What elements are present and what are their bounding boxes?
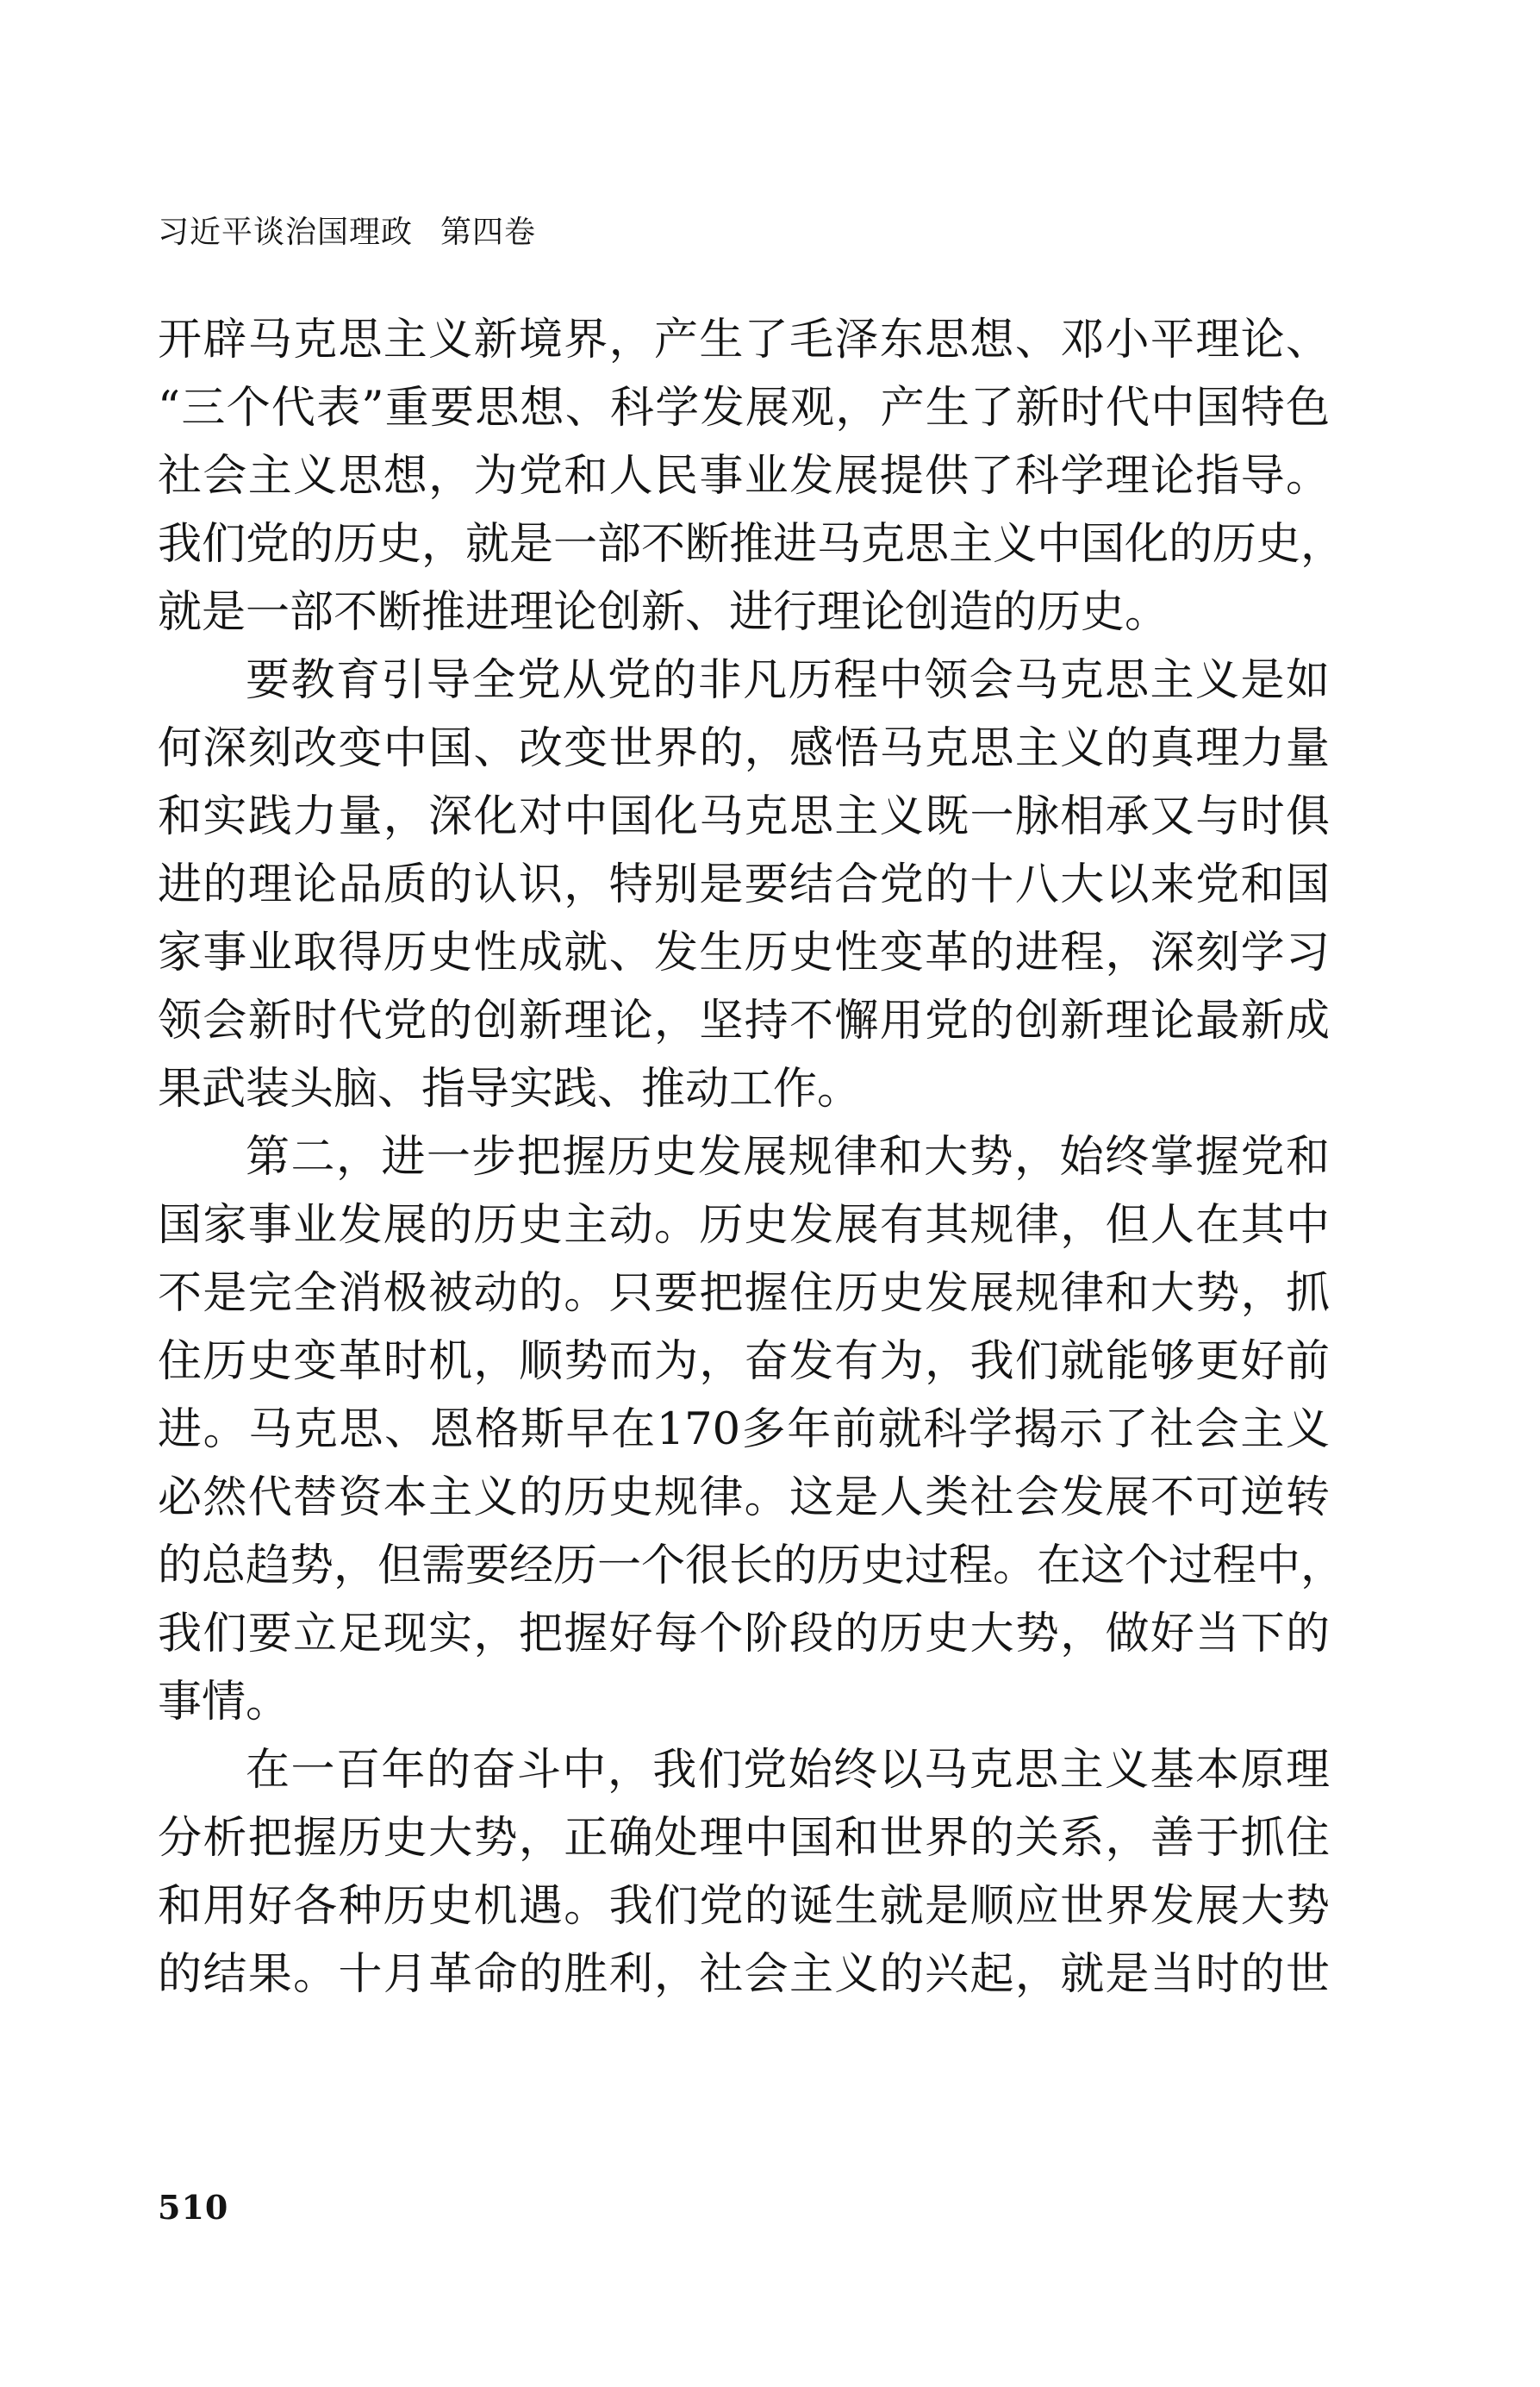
paragraph-start-line: 要教育引导全党从党的非凡历程中领会马克思主义是如 [246,655,1330,706]
text-line: 和用好各种历史机遇。我们党的诞生就是顺应世界发展大势 [158,1881,1330,1932]
text-line: 就是一部不断推进理论创新、进行理论创造的历史。 [158,587,1169,638]
book-title: 习近平谈治国理政 [158,215,414,250]
paragraph-start-line: 第二，进一步把握历史发展规律和大势，始终掌握党和 [246,1132,1330,1183]
text-line: 的总趋势，但需要经历一个很长的历史过程。在这个过程中， [158,1540,1345,1591]
text-line: 我们要立足现实，把握好每个阶段的历史大势，做好当下的 [158,1609,1330,1659]
page-number: 510 [158,2188,229,2227]
text-line: 的结果。十月革命的胜利，社会主义的兴起，就是当时的世 [158,1949,1330,2000]
text-line: 和实践力量，深化对中国化马克思主义既一脉相承又与时俱 [158,791,1330,842]
text-line: 家事业取得历史性成就、发生历史性变革的进程，深刻学习 [158,928,1330,978]
text-line: 必然代替资本主义的历史规律。这是人类社会发展不可逆转 [158,1472,1330,1523]
paragraph-start-line: 在一百年的奋斗中，我们党始终以马克思主义基本原理 [246,1745,1330,1796]
text-line: 住历史变革时机，顺势而为，奋发有为，我们就能够更好前 [158,1336,1330,1387]
text-line: 何深刻改变中国、改变世界的，感悟马克思主义的真理力量 [158,723,1330,774]
text-line: 进的理论品质的认识，特别是要结合党的十八大以来党和国 [158,859,1330,910]
text-line: 领会新时代党的创新理论，坚持不懈用党的创新理论最新成 [158,996,1330,1047]
text-line: 果武装头脑、指导实践、推动工作。 [158,1064,862,1115]
text-line: “三个代表”重要思想、科学发展观，产生了新时代中国特色 [158,383,1330,434]
text-line: 分析把握历史大势，正确处理中国和世界的关系，善于抓住 [158,1813,1330,1864]
running-head [158,211,536,254]
text-line: 国家事业发展的历史主动。历史发展有其规律，但人在其中 [158,1200,1330,1251]
volume-label: 第四卷 [440,215,537,250]
text-line: 不是完全消极被动的。只要把握住历史发展规律和大势，抓 [158,1268,1330,1319]
body-text [158,306,1345,2009]
text-line: 进。马克思、恩格斯早在170多年前就科学揭示了社会主义 [158,1404,1330,1455]
text-line: 事情。 [158,1677,290,1728]
text-line: 社会主义思想，为党和人民事业发展提供了科学理论指导。 [158,451,1330,502]
text-line: 开辟马克思主义新境界，产生了毛泽东思想、邓小平理论、 [158,315,1330,366]
text-line: 我们党的历史，就是一部不断推进马克思主义中国化的历史， [158,519,1345,570]
